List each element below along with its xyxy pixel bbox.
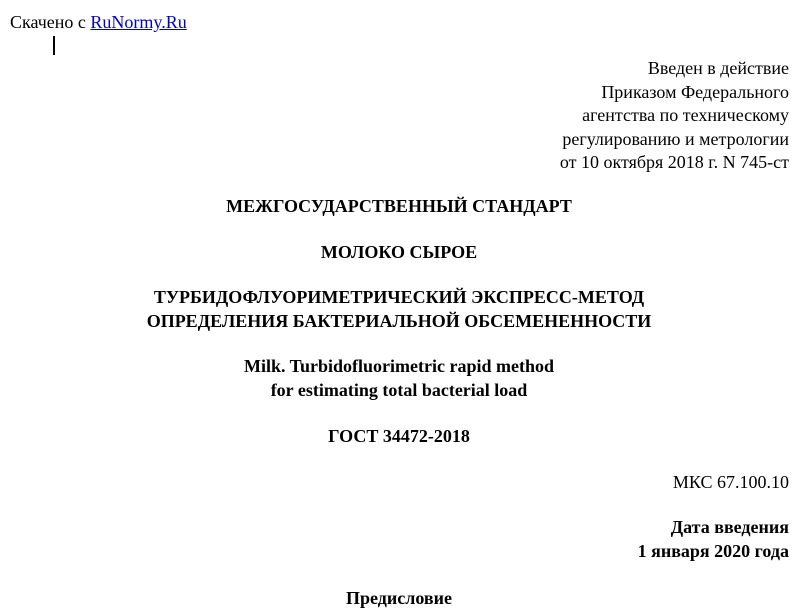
approval-line: от 10 октября 2018 г. N 745-ст [559,152,789,173]
approval-line: Введен в действие [647,58,789,78]
intro-date-block [638,516,789,563]
title-english [0,355,798,402]
text-cursor [53,36,55,55]
standard-type-heading: МЕЖГОСУДАРСТВЕННЫЙ СТАНДАРТ [226,196,572,216]
intro-date-label: Дата введения [670,517,789,537]
source-prefix: Скачено с [10,12,86,32]
product-heading: МОЛОКО СЫРОЕ [320,242,478,262]
approval-line: Приказом Федерального [601,81,789,102]
preface-heading: Предисловие [346,588,452,608]
standard-designation: ГОСТ 34472-2018 [328,426,470,446]
approval-line: агентства по техническому [582,105,789,126]
mks-code: МКС 67.100.10 [672,472,789,492]
approval-line: регулированию и метрологии [562,128,789,149]
title-english-line: Milk. Turbidofluorimetric rapid method [243,356,555,376]
title-russian-line: ТУРБИДОФЛУОРИМЕТРИЧЕСКИЙ ЭКСПРЕСС-МЕТОД [153,287,645,307]
title-english-line: for estimating total bacterial load [270,379,528,400]
source-link[interactable]: RuNormy.Ru [90,12,187,32]
source-line [10,11,187,33]
intro-date-value: 1 января 2020 года [637,540,789,561]
title-russian-line: ОПРЕДЕЛЕНИЯ БАКТЕРИАЛЬНОЙ ОБСЕМЕНЕННОСТИ [146,310,652,331]
title-russian [0,286,798,333]
approval-block [560,57,789,175]
